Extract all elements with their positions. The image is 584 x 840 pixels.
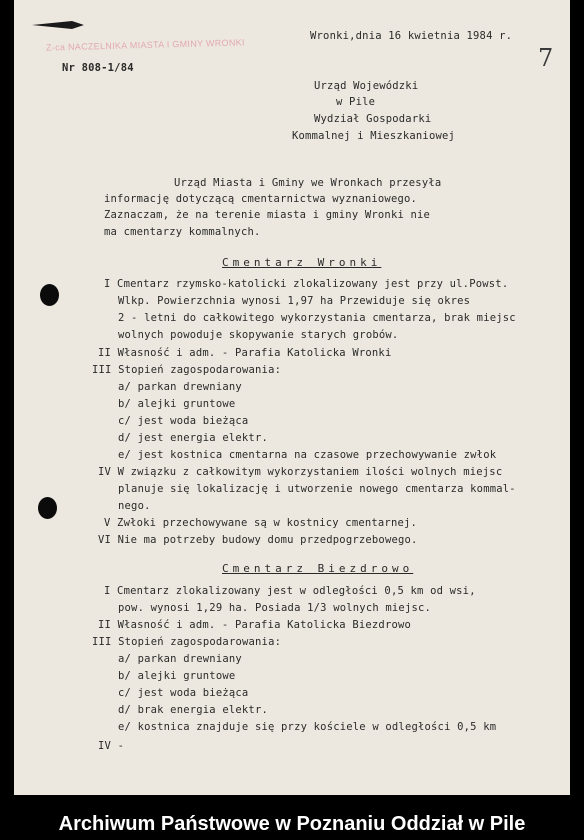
section-line: b/ alejki gruntowe bbox=[118, 670, 236, 682]
document-page bbox=[14, 0, 570, 795]
section-line: e/ jest kostnica cmentarna na czasowe przechowywanie zwłok bbox=[118, 449, 497, 461]
recipient-line: Wydział Gospodarki bbox=[314, 113, 432, 125]
section-heading-biezdrowo: Cmentarz Biezdrowo bbox=[222, 562, 414, 575]
section-line: III Stopień zagospodarowania: bbox=[92, 364, 282, 376]
section-line: I Cmentarz zlokalizowany jest w odległości 0,5 km od wsi, bbox=[104, 585, 476, 597]
section-line: c/ jest woda bieżąca bbox=[118, 415, 249, 427]
archive-caption: Archiwum Państwowe w Poznaniu Oddział w Pile bbox=[58, 813, 526, 835]
section-line: a/ parkan drewniany bbox=[118, 653, 242, 665]
intro-line: Zaznaczam, że na terenie miasta i gminy Wronki nie bbox=[104, 209, 431, 221]
punch-hole bbox=[40, 284, 59, 306]
section-line: planuje się lokalizację i utworzenie nowego cmentarza kommal- bbox=[118, 483, 516, 495]
section-line: d/ jest energia elektr. bbox=[118, 432, 268, 444]
handwritten-page-number: 7 bbox=[538, 44, 554, 72]
date-line: Wronki,dnia 16 kwietnia 1984 r. bbox=[310, 30, 513, 42]
section-line: b/ alejki gruntowe bbox=[118, 398, 236, 410]
punch-hole bbox=[38, 497, 57, 519]
section-line: VI Nie ma potrzeby budowy domu przedpogrzebowego. bbox=[98, 534, 418, 546]
section-line: d/ brak energia elektr. bbox=[118, 704, 268, 716]
section-line: pow. wynosi 1,29 ha. Posiada 1/3 wolnych miejsc. bbox=[118, 602, 432, 614]
section-line: IV W związku z całkowitym wykorzystaniem ilości wolnych miejsc bbox=[98, 466, 503, 478]
section-line: a/ parkan drewniany bbox=[118, 381, 242, 393]
recipient-line: Kommalnej i Mieszkaniowej bbox=[292, 130, 456, 142]
section-line: wolnych powoduje skopywanie starych grobów. bbox=[118, 329, 399, 341]
section-line: IV - bbox=[98, 740, 125, 752]
intro-line: Urząd Miasta i Gminy we Wronkach przesyła bbox=[174, 177, 442, 189]
section-line: 2 - letni do całkowitego wykorzystania cmentarza, brak miejsc bbox=[118, 312, 516, 324]
intro-line: informację dotyczącą cmentarnictwa wyznaniowego. bbox=[104, 193, 418, 205]
intro-line: ma cmentarzy kommalnych. bbox=[104, 226, 261, 238]
section-line: III Stopień zagospodarowania: bbox=[92, 636, 282, 648]
reference-number: Nr 808-1/84 bbox=[62, 62, 134, 74]
office-stamp: Z-ca NACZELNIKA MIASTA I GMINY WRONKI bbox=[45, 37, 245, 53]
section-line: c/ jest woda bieżąca bbox=[118, 687, 249, 699]
section-line: V Zwłoki przechowywane są w kostnicy cmentarnej. bbox=[104, 517, 418, 529]
recipient-line: Urząd Wojewódzki bbox=[314, 80, 419, 92]
section-line: I Cmentarz rzymsko-katolicki zlokalizowany jest przy ul.Powst. bbox=[104, 278, 509, 290]
paper-clip-icon bbox=[32, 18, 84, 32]
recipient-line: w Pile bbox=[336, 96, 376, 108]
section-line: II Własność i adm. - Parafia Katolicka Biezdrowo bbox=[98, 619, 412, 631]
section-line: nego. bbox=[118, 500, 151, 512]
section-line: II Własność i adm. - Parafia Katolicka Wronki bbox=[98, 347, 392, 359]
section-heading-wronki: Cmentarz Wronki bbox=[222, 256, 382, 269]
section-line: e/ kostnica znajduje się przy kościele w odległości 0,5 km bbox=[118, 721, 497, 733]
section-line: Wlkp. Powierzchnia wynosi 1,97 ha Przewiduje się okres bbox=[118, 295, 471, 307]
